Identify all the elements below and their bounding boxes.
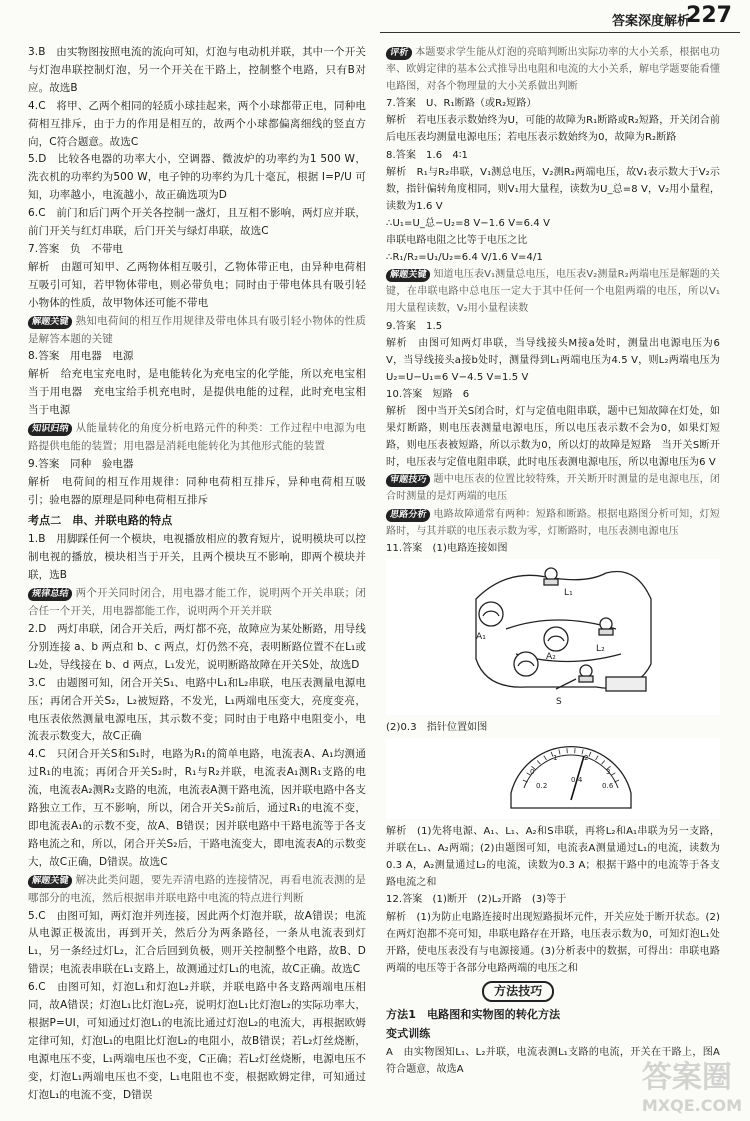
answer-paragraph: 5.C 由图可知，两灯泡并列连接，因此两个灯泡并联，故A错误；电流从电源正极流出，再到开关，然后分为两条路径，一条从电流表到灯L₁，另一条经过灯L₂，汇合后回到负极，则开关控制整个电路，故B、D错误；电流表串联在L₁支路上，故测通过灯L₁的电流，故C正确。故选C xyxy=(28,909,366,976)
circuit-label: L₁ xyxy=(564,587,573,598)
watermark-text: 答案圈 xyxy=(641,1060,732,1095)
tip-note xyxy=(28,585,366,621)
answer-paragraph: 8.答案 用电器 电源 xyxy=(28,350,134,363)
answer-paragraph: 解析 R₁与R₂串联，V₁测总电压，V₂测R₂两端电压，故V₁表示数大于V₂示数，指针偏转角度相同，则V₁用大量程，读数为U_总=8 V，V₂用小量程，读数为1.6 V xyxy=(386,166,720,212)
meter-figure xyxy=(386,738,720,819)
meter-scale-label: 0.6 xyxy=(602,782,614,790)
tip-badge: 解题关键 xyxy=(27,316,73,329)
tip-badge: 解题关键 xyxy=(27,875,73,888)
tip-badge: 知识归纳 xyxy=(27,423,73,436)
watermark xyxy=(642,1052,742,1115)
meter-scale-label: 0.2 xyxy=(536,782,548,790)
answer-paragraph: 3.C 由题图可知，闭合开关S₁、电路中L₁和L₂串联，电压表测量电源电压；再闭合开关S₂，L₂被短路，不发光，L₁两端电压变大，亮度变亮，电压表依然测量电源电压，其示数不变；同时由于电路中电阻变小，电流表示数变大，故C正确 xyxy=(28,676,366,743)
tip-text: 本题要求学生能从灯泡的亮暗判断出实际功率的大小关系，根据电功率、欧姆定律的基本公式推导出电阻和电流的大小关系，解电学题要能看懂电路图，对各个物理量的大小关系做出判断 xyxy=(386,47,720,93)
circuit-diagram xyxy=(446,559,676,709)
ammeter-dial xyxy=(496,738,646,813)
method-stamp: 方法技巧 xyxy=(482,981,554,1002)
left-column xyxy=(28,44,366,1104)
answer-paragraph: 6.C 由图可知，灯泡L₁和灯泡L₂并联，并联电路中各支路两端电压相同，故A错误；灯泡L₁比灯泡L₂亮，说明灯泡L₁比灯泡L₂的实际功率大，根据P=UI，可知通过灯泡L₁的电流比通过灯泡L₂的电流大，再根据欧姆定律可知，灯泡L₁的电阻比灯泡L₂的电阻小，故B错误；若L₂灯丝烧断，电源电压不变，L₁两端电压也不变，C正确；若L₂灯丝烧断，电源电压不变，灯泡L₁两端电压也不变，L₁电阻也不变，根据欧姆定律，可知通过灯泡L₁的电流不变，D错误 xyxy=(28,981,366,1101)
answer-paragraph: 解析 (1)先将电源、A₁、L₁、A₂和S串联，再将L₂和A₁串联为另一支路，并联在L₁、A₂两端；(2)由题图可知，电流表A测量通过L₁的电流，读数为0.3 A，A₂测量通过L₂的电流，读数为0.3 A；根据干路中的电流等于各支路电流之和 xyxy=(386,826,720,889)
answer-paragraph: 11.答案 (1)电路连接如图 xyxy=(386,542,508,554)
tip-note xyxy=(28,313,366,349)
header-rule xyxy=(380,32,740,33)
answer-paragraph: 解析 若电压表示数始终为U，可能的故障为R₁断路或R₂短路，开关闭合前后电压表均测量电源电压；若电压表示数始终为0，故障为R₂断路 xyxy=(386,115,720,144)
header-title: 答案深度解析 xyxy=(611,14,690,29)
tip-note xyxy=(386,506,720,540)
answer-paragraph: 9.答案 同种 验电器 xyxy=(28,457,134,470)
tip-badge: 规律总结 xyxy=(27,588,73,601)
answer-paragraph: 7.答案 负 不带电 xyxy=(28,242,124,255)
answer-paragraph: 9.答案 1.5 xyxy=(386,320,443,332)
tip-badge: 评析 xyxy=(385,47,413,60)
answer-paragraph: 4.C 只闭合开关S和S₁时，电路为R₁的简单电路，电流表A、A₁均测通过R₁的电流；再闭合开关S₂时，R₁与R₂并联，电流表A₁测R₁支路的电流，电流表A₂测R₂支路的电流，电流表A测干路电流，因并联电路中各支路独立工作，互不影响，所以，闭合开关S₂前后，通过R₁的电流不变，即电流表A₁的示数不变，故A、B错误；因并联电路中干路电流等于各支路电流之和，所以，闭合开关S₂后，干路电流变大，即电流表A的示数变大，故C正确，D错误。故选C xyxy=(28,748,366,868)
meter-scale-label: 1 xyxy=(553,754,558,762)
stamp-row xyxy=(386,977,720,1004)
circuit-label: A₁ xyxy=(476,631,486,642)
tip-text: 两个开关同时闭合，用电器才能工作，说明两个开关串联；闭合任一个开关，用电器都能工作，说明两个开关并联 xyxy=(28,587,366,618)
answer-paragraph: (2)0.3 指针位置如图 xyxy=(386,721,488,733)
tip-badge: 解题关键 xyxy=(385,269,431,282)
section-heading: 方法1 电路图和实物图的转化方法 xyxy=(386,1008,561,1022)
section-heading: 变式训练 xyxy=(386,1027,431,1041)
page-header xyxy=(0,0,750,40)
circuit-figure xyxy=(386,559,720,715)
section-heading: 考点二 串、并联电路的特点 xyxy=(28,513,173,527)
answer-paragraph: 4.C 将甲、乙两个相同的轻质小球挂起来，两个小球都带正电，同种电荷相互排斥，由于力的作用是相互的，故两个小球都偏离细线的竖直方向，C符合题意。故选C xyxy=(28,99,366,148)
answer-paragraph: 解析 给充电宝充电时，是电能转化为充电宝的化学能，所以充电宝相当于用电器 充电宝给手机充电时，是提供电能的过程，此时充电宝相当于电源 xyxy=(28,368,366,417)
circuit-label: A₂ xyxy=(546,651,556,662)
meter-scale-label: 2 xyxy=(584,754,589,762)
answer-paragraph: 6.C 前门和后门两个开关各控制一盏灯，且互相不影响，两灯应并联，前门开关与红灯串联，后门开关与绿灯串联，故选C xyxy=(28,207,366,238)
meter-scale-label: 3 xyxy=(606,768,611,776)
tip-note xyxy=(28,872,366,908)
answer-paragraph: 7.答案 U、R₁断路（或R₂短路） xyxy=(386,98,537,110)
meter-scale-label: 0.4 xyxy=(571,776,583,784)
tip-text: 熟知电荷间的相互作用规律及带电体具有吸引轻小物体的性质是解答本题的关键 xyxy=(28,314,366,345)
answer-paragraph: ∴R₁/R₂=U₁/U₂=6.4 V/1.6 V=4/1 xyxy=(386,252,543,264)
answer-paragraph: 8.答案 1.6 4∶1 xyxy=(386,149,468,161)
tip-note xyxy=(386,471,720,505)
circuit-label: S xyxy=(556,696,562,707)
right-column xyxy=(386,44,720,1078)
tip-note xyxy=(386,44,720,95)
meter-scale-label: 0 xyxy=(530,768,535,776)
page-number: 227 xyxy=(686,3,732,28)
tip-badge: 审题技巧 xyxy=(385,474,431,487)
answer-paragraph: 5.D 比较各电器的功率大小，空调器、微波炉的功率约为1 500 W，洗衣机的功率约为500 W，电子钟的功率约为几十毫瓦，根据 I=P/U 可知，功率越小，电流越小，故正确选项为D xyxy=(28,153,366,202)
answer-paragraph: 10.答案 短路 6 xyxy=(386,388,470,400)
tip-text: 从能量转化的角度分析电路元件的种类：工作过程中电源为电路提供电能的装置；用电器是消耗电能转化为其他形式能的装置 xyxy=(28,422,366,452)
answer-paragraph: 解析 由题可知甲、乙两物体相互吸引，乙物体带正电，由异种电荷相互吸引可知，若甲物体带电，则必带负电；同时由于带电体具有吸引轻小物体的性质，故甲物体还可能不带电 xyxy=(28,260,366,309)
answer-paragraph: 1.B 用脚踩任何一个模块，电视播放相应的教育短片，说明模块可以控制电视的播放，模块相当于开关，且两个模块互不影响，即两个模块并联，选B xyxy=(28,533,366,582)
answer-paragraph: 解析 图中当开关S闭合时，灯与定值电阻串联，题中已知故障在灯处，如果灯断路，则电压表测量电源电压，所以电压表示数不会为0，如果灯短路，则电压表被短路，所以示数为0，所以灯的故障是短路 当开关S断开时，电压表与定值电阻串联，此时电压表测电源电压，所以电源电压为6 V xyxy=(386,405,720,469)
answer-paragraph: 12.答案 (1)断开 (2)L₂开路 (3)等于 xyxy=(386,894,567,906)
answer-paragraph: 3.B 由实物图按照电流的流向可知，灯泡与电动机并联，其中一个开关与灯泡串联控制灯泡，另一个开关在干路上，控制整个电路，只有B对应。故选B xyxy=(28,46,366,94)
answer-paragraph: A 由实物图知L₁、L₂并联，电流表测L₁支路的电流，开关在干路上，图A符合题意，故选A xyxy=(386,1047,720,1076)
answer-paragraph: 解析 (1)为防止电路连接时出现短路损坏元件，开关应处于断开状态。(2)在两灯泡都不亮可知，串联电路存在开路，电压表示数为0，可知灯泡L₁处开路，使电压表没有与电源接通。(3)分析表中的数据，可得出：串联电路两端的电压等于各部分电路两端的电压之和 xyxy=(386,911,720,974)
tip-text: 解决此类问题，要先弄清电路的连接情况，再看电流表测的是哪部分的电流，然后根据串并联电路中电流的特点进行判断 xyxy=(28,873,366,904)
answer-paragraph: ∴U₁=U_总−U₂=8 V−1.6 V=6.4 V xyxy=(386,217,551,229)
watermark-url: MXQE.COM xyxy=(641,1096,742,1115)
tip-text: 题中电压表的位置比较特殊，开关断开时测量的是电源电压，闭合时测量的是灯两端的电压 xyxy=(386,474,720,503)
answer-paragraph: 解析 电荷间的相互作用规律：同种电荷相互排斥，异种电荷相互吸引；验电器的原理是同种电荷相互排斥 xyxy=(28,475,366,506)
tip-note xyxy=(28,420,366,456)
answer-paragraph: 串联电路电阻之比等于电压之比 xyxy=(386,235,528,247)
answer-paragraph: 2.D 两灯串联，闭合开关后，两灯都不亮，故障应为某处断路，用导线分别连接 a、b 两点和 b、c 两点，灯仍然不亮，表明断路位置不在L₁或L₂处，导线接在 b、d 两点，L₁发光，说明断路故障在开关S处，故选D xyxy=(28,623,366,671)
tip-note xyxy=(386,266,720,317)
circuit-label: L₂ xyxy=(596,643,605,654)
tip-text: 电路故障通常有两种：短路和断路。根据电路图分析可知，灯短路时，与其并联的电压表示数为零，灯断路时，电压表测电源电压 xyxy=(386,508,720,537)
tip-badge: 思路分析 xyxy=(385,509,431,522)
tip-text: 知道电压表V₁测量总电压，电压表V₂测量R₂两端电压是解题的关键，在串联电路中总电压一定大于其中任何一个电阻两端的电压，所以V₁用大量程读数，V₂用小量程读数 xyxy=(386,269,720,315)
answer-paragraph: 解析 由图可知两灯串联，当导线接头M接a处时，测量出电源电压为6 V，当导线接头a接b处时，测量得到L₁两端电压为4.5 V，则L₂两端电压为U₂=U−U₁=6 V−4.5 V=1.5 V xyxy=(386,337,720,383)
